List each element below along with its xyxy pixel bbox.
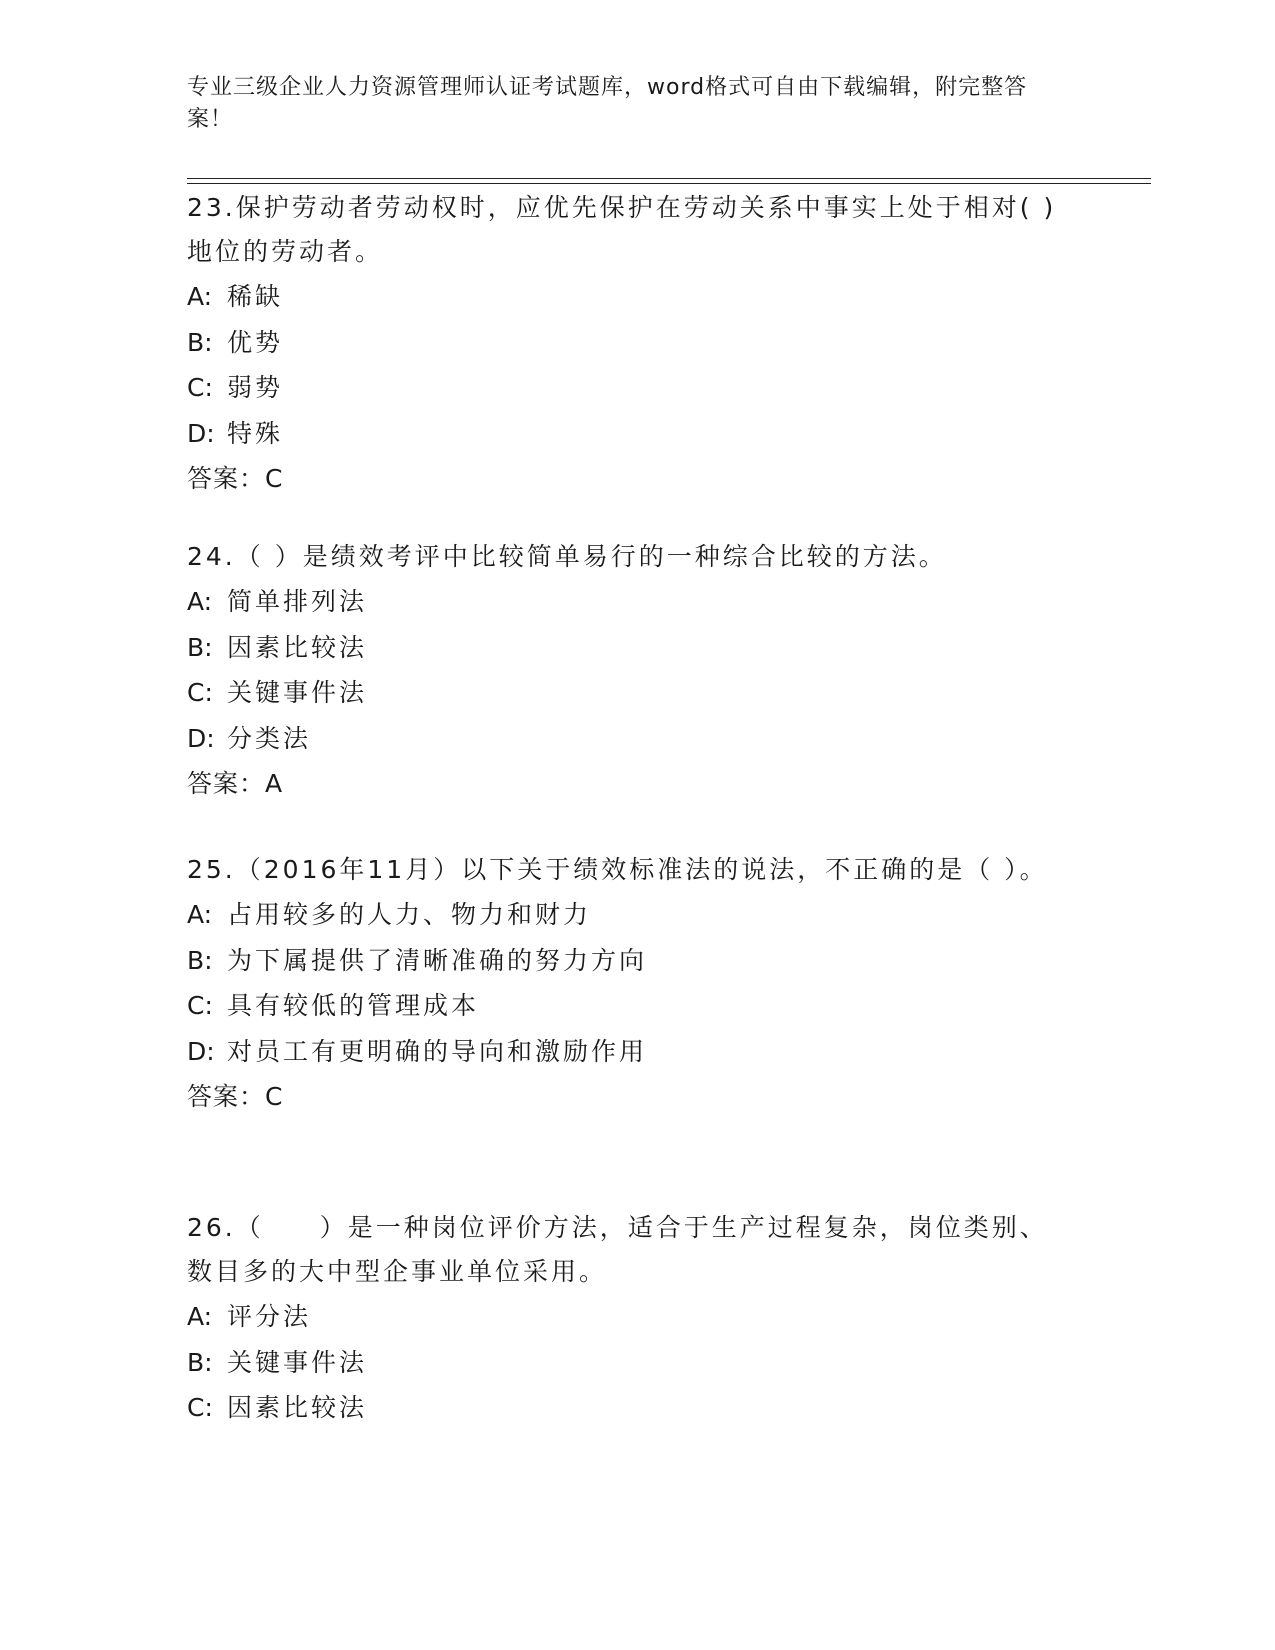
- option-text: 分类法: [227, 723, 312, 753]
- option-label: C:: [187, 991, 213, 1020]
- option-label: D:: [187, 418, 215, 448]
- option-label: A:: [187, 587, 213, 616]
- option-label: A:: [187, 1302, 213, 1331]
- option-label: D:: [187, 723, 215, 753]
- option-b: [187, 1340, 1067, 1386]
- question-stem: 23.保护劳动者劳动权时，应优先保护在劳动关系中事实上处于相对( )地位的劳动者。: [187, 193, 1057, 266]
- question-25: [187, 848, 1067, 1119]
- question-stem: 24.（ ）是绩效考评中比较简单易行的一种综合比较的方法。: [187, 542, 947, 571]
- option-label: A:: [187, 282, 213, 311]
- option-text: 简单排列法: [227, 587, 368, 616]
- option-text: 对员工有更明确的导向和激励作用: [227, 1036, 648, 1066]
- question-24: [187, 535, 1067, 806]
- option-label: C:: [187, 1393, 213, 1422]
- option-c: [187, 670, 1067, 716]
- option-label: B:: [187, 632, 213, 662]
- option-text: 关键事件法: [227, 678, 368, 707]
- option-text: 关键事件法: [227, 1347, 368, 1377]
- option-text: 因素比较法: [227, 632, 368, 662]
- option-text: 优势: [227, 327, 284, 357]
- document-header: 专业三级企业人力资源管理师认证考试题库，word格式可自由下载编辑，附完整答案！: [187, 75, 1028, 132]
- option-d: [187, 716, 1067, 762]
- option-a: [187, 579, 1067, 625]
- option-text: 弱势: [227, 373, 284, 402]
- option-c: [187, 365, 1067, 411]
- header-rule-bottom: [187, 183, 1151, 184]
- option-label: B:: [187, 1347, 213, 1377]
- answer: 答案：C: [187, 1082, 284, 1111]
- option-a: [187, 274, 1067, 320]
- option-c: [187, 983, 1067, 1029]
- option-text: 因素比较法: [227, 1393, 368, 1422]
- option-label: C:: [187, 678, 213, 707]
- question-stem: 25.（2016年11月）以下关于绩效标准法的说法，不正确的是（ ）。: [187, 855, 1048, 884]
- option-text: 占用较多的人力、物力和财力: [227, 900, 592, 929]
- option-b: [187, 938, 1067, 984]
- option-a: [187, 892, 1067, 938]
- option-label: A:: [187, 900, 213, 929]
- question-stem: 26.（ ）是一种岗位评价方法，适合于生产过程复杂，岗位类别、数目多的大中型企事业单位采用。: [187, 1213, 1048, 1286]
- option-a: [187, 1294, 1067, 1340]
- option-d: [187, 1029, 1067, 1075]
- option-text: 为下属提供了清晰准确的努力方向: [227, 945, 648, 975]
- answer: 答案：A: [187, 769, 284, 798]
- option-label: D:: [187, 1036, 215, 1066]
- option-b: [187, 320, 1067, 366]
- option-text: 具有较低的管理成本: [227, 991, 480, 1020]
- option-label: B:: [187, 327, 213, 357]
- option-text: 特殊: [227, 418, 284, 448]
- option-text: 评分法: [227, 1302, 312, 1331]
- question-26: [187, 1206, 1067, 1431]
- option-label: C:: [187, 373, 213, 402]
- option-text: 稀缺: [227, 282, 284, 311]
- option-b: [187, 625, 1067, 671]
- header-rule-top: [187, 178, 1151, 179]
- option-c: [187, 1385, 1067, 1431]
- question-23: [187, 186, 1067, 501]
- answer: 答案：C: [187, 464, 284, 493]
- option-label: B:: [187, 945, 213, 975]
- option-d: [187, 411, 1067, 457]
